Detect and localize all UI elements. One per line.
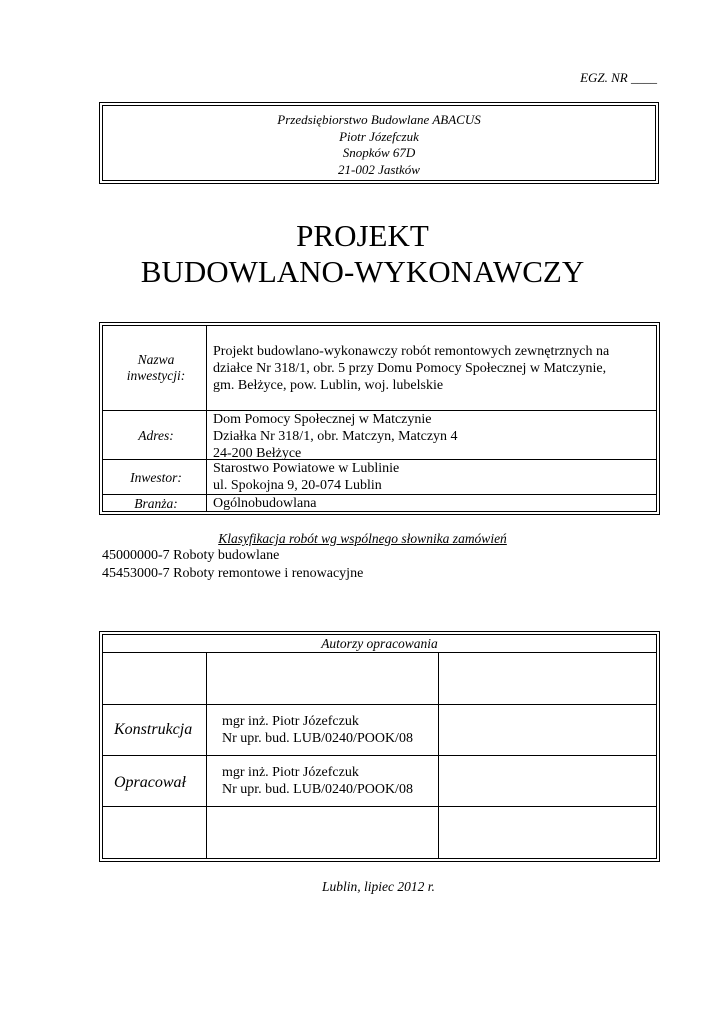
classification-title: Klasyfikacja robót wg wspólnego słownika zamówień (218, 531, 507, 546)
adres-line-1: Dom Pomocy Społecznej w Matczynie (213, 412, 432, 427)
company-box (99, 102, 659, 184)
branza-value: Ogólnobudowlana (213, 496, 317, 511)
place-date: Lublin, lipiec 2012 r. (322, 879, 435, 894)
label-adres: Adres: (138, 428, 174, 443)
author-1-license: Nr upr. bud. LUB/0240/POOK/08 (222, 731, 413, 746)
label-nazwa: Nazwa inwestycji: (126, 352, 186, 383)
cpv-code-1: 45000000-7 Roboty budowlane (102, 548, 280, 563)
inwestor-line-2: ul. Spokojna 9, 20-074 Lublin (213, 478, 382, 493)
label-inwestor: Inwestor: (130, 470, 182, 485)
role-opracowal: Opracował (114, 774, 186, 791)
authors-table (99, 631, 660, 862)
author-2-name: mgr inż. Piotr Józefczuk (222, 765, 359, 780)
adres-line-2: Działka Nr 318/1, obr. Matczyn, Matczyn 4 (213, 429, 458, 444)
document-title (0, 218, 725, 290)
company-city: 21-002 Jastków (338, 161, 420, 177)
authors-header: Autorzy opracowania (321, 636, 438, 651)
nazwa-line-1: Projekt budowlano-wykonawczy robót remontowych zewnętrznych na (213, 344, 610, 359)
title-line-2: BUDOWLANO-WYKONAWCZY (140, 254, 585, 289)
adres-line-3: 24-200 Bełżyce (213, 446, 302, 461)
company-name: Przedsiębiorstwo Budowlane ABACUS (277, 112, 481, 127)
inwestor-line-1: Starostwo Powiatowe w Lublinie (213, 461, 400, 476)
nazwa-line-3: gm. Bełżyce, pow. Lublin, woj. lubelskie (213, 378, 444, 393)
role-konstrukcja: Konstrukcja (114, 721, 193, 738)
author-2-license: Nr upr. bud. LUB/0240/POOK/08 (222, 782, 413, 797)
label-branza: Branża: (134, 496, 178, 511)
cpv-code-2: 45453000-7 Roboty remontowe i renowacyjne (102, 566, 364, 581)
author-1-name: mgr inż. Piotr Józefczuk (222, 714, 359, 729)
company-street: Snopków 67D (342, 145, 416, 160)
copy-number: EGZ. NR ____ (580, 70, 657, 85)
investment-info-table (99, 322, 660, 515)
title-line-1: PROJEKT (296, 218, 429, 253)
nazwa-line-2: działce Nr 318/1, obr. 5 przy Domu Pomocy Społecznej w Matczynie, (213, 361, 607, 376)
company-owner: Piotr Józefczuk (339, 128, 419, 144)
